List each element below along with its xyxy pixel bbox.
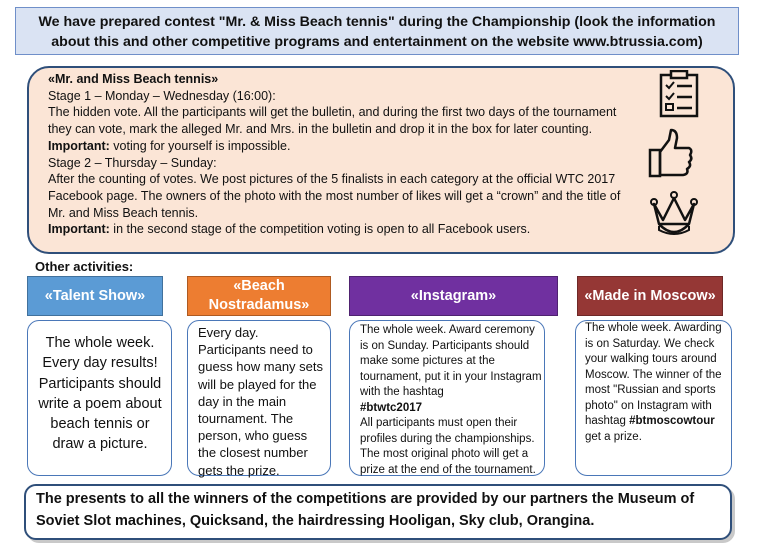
moscow-hashtag: #btmoscowtour (629, 415, 715, 427)
moscow-text-a: The whole week. Awarding is on Saturday. We check your walking tours around Moscow. The winner of the most "Russian and sports photo" on Instagram with hashtag (585, 322, 722, 427)
important-label-1: Important: (48, 138, 110, 153)
instagram-hashtag: #btwtc2017 (360, 401, 423, 414)
stage2-text: After the counting of votes. We post pictures of the 5 finalists in each category at the official WTC 2017 Facebook page. The owners of the photo with the most number of likes will get a “crown” and the title of Mr. and Miss Beach tennis. (48, 172, 621, 220)
important-note-1 (48, 138, 638, 155)
activity-title-made-in-moscow: «Made in Moscow» (577, 276, 723, 316)
important-label-2: Important: (48, 222, 110, 237)
checklist-icon (659, 70, 699, 118)
contest-panel (27, 66, 735, 254)
beach-nostradamus-text: Every day. Participants need to guess how many sets will be played for the day in the main tournament. The person, who guess the closest number gets the prize. (198, 325, 324, 478)
stage2-heading: Stage 2 – Thursday – Sunday: (48, 155, 217, 170)
activity-title-instagram: «Instagram» (349, 276, 558, 316)
activity-title-talent-show: «Talent Show» (27, 276, 163, 316)
important-text-2: in the second stage of the competition voting is open to all Facebook users. (109, 222, 531, 237)
instagram-text (360, 323, 544, 478)
activity-card-made-in-moscow (575, 320, 732, 476)
stage1-heading: Stage 1 – Monday – Wednesday (16:00): (48, 88, 276, 103)
important-note-2 (48, 221, 638, 238)
header-line-1: We have prepared contest "Mr. & Miss Beach tennis" during the Championship (look the information (38, 14, 716, 30)
activity-card-instagram (349, 320, 545, 476)
contest-description (48, 71, 638, 238)
crown-icon (649, 190, 699, 238)
important-text-1: voting for yourself is impossible. (109, 138, 291, 153)
activity-card-beach-nostradamus (187, 320, 331, 476)
partners-footer: The presents to all the winners of the competitions are provided by our partners the Museum of Soviet Slot machines, Quicksand, the hairdressing Hooligan, Sky club, Orangina. (24, 484, 732, 540)
made-in-moscow-text (585, 321, 727, 445)
talent-show-text: The whole week. Every day results! Participants should write a poem about beach tennis or draw a picture. (38, 335, 162, 453)
contest-title: «Mr. and Miss Beach tennis» (48, 72, 219, 86)
header-line-2: about this and other competitive programs and entertainment on the website www.btrussia.com) (51, 34, 703, 50)
activity-card-talent-show (27, 320, 172, 476)
stage1-text: The hidden vote. All the participants will get the bulletin, and during the first two days of the tournament they can vote, mark the alleged Mr. and Mrs. in the bulletin and drop it in the box for later counting. (48, 105, 617, 137)
header-banner (15, 7, 739, 55)
other-activities-label: Other activities: (35, 259, 134, 274)
thumbs-up-icon (647, 128, 695, 180)
activity-title-beach-nostradamus: «Beach Nostradamus» (187, 276, 331, 316)
instagram-text-a: The whole week. Award ceremony is on Sunday. Participants should make some pictures at the tournament, put it in your Instagram with the hashtag (360, 324, 542, 398)
moscow-text-b: get a prize. (585, 430, 642, 443)
instagram-text-b: All participants must open their profiles during the championships. The most original photo will get a prize at the end of the tournament. (360, 417, 536, 476)
